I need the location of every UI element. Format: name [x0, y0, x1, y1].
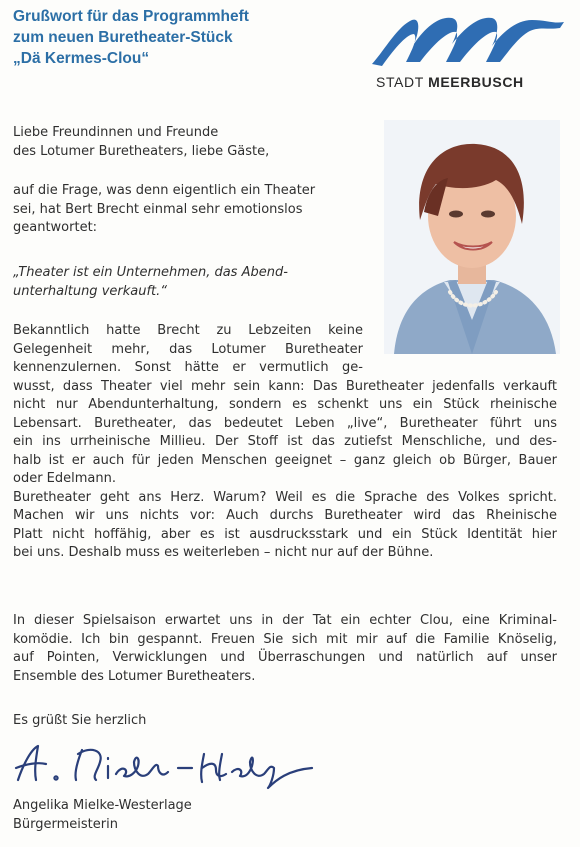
- text-line: Buretheater geht ans Herz. Warum? Weil es die Sprache des Volkes spricht.: [13, 489, 557, 505]
- text-line: bei uns. Deshalb muss es weiterleben – nicht nur auf der Bühne.: [13, 545, 434, 560]
- text-line: auf die Frage, was denn eigentlich ein Theater: [13, 183, 316, 198]
- logo-wordmark: [376, 74, 524, 90]
- text-line: Lebensart. Buretheater, das bedeutet Leben „live“, Buretheater führt uns: [13, 415, 557, 431]
- text-line: nicht nur Abendunterhaltung, sondern es schenkt uns ein Stück rheinische: [13, 397, 557, 412]
- text-line: ein ins urrheinische Millieu. Der Stoff ist das zutiefst Menschliche, und des-: [13, 434, 557, 449]
- text-line: geantwortet:: [13, 220, 98, 235]
- salutation: [13, 124, 269, 161]
- text-line: Ensemble des Lotumer Buretheaters.: [13, 668, 256, 684]
- brecht-quote: [13, 264, 288, 301]
- text-line: des Lotumer Buretheaters, liebe Gäste,: [13, 143, 270, 159]
- text-line: halb ist er auch für jeden Menschen geeignet – ganz gleich ob Bürger, Bauer: [13, 452, 557, 468]
- text-line: Bekanntlich hatte Brecht zu Lebzeiten keine: [13, 323, 363, 338]
- handwritten-signature: [12, 740, 332, 790]
- meerbusch-wave-logo-icon: [368, 12, 568, 74]
- text-line: Platt nicht hoffähig, aber es ist ausdrucksstark und ein Stück Identität hier: [13, 526, 557, 542]
- text-line: Es grüßt Sie herzlich: [13, 713, 147, 728]
- text-line: auf Pointen, Verwicklungen und Überraschungen und natürlich auf unser: [13, 650, 557, 665]
- text-line: kennenzulernen. Sonst hätte er vermutlich ge-: [13, 360, 363, 375]
- signer-block: [13, 797, 192, 834]
- paragraph-1-narrow: [13, 322, 363, 378]
- closing-line: [13, 712, 146, 731]
- paragraph-3: [13, 612, 557, 686]
- stadt-meerbusch-logo: [368, 12, 568, 94]
- logo-word-meerbusch: MEERBUSCH: [428, 74, 524, 90]
- text-line: komödie. Ich bin gespannt. Freuen Sie sich mit mir auf die Familie Knöselig,: [13, 631, 557, 647]
- signer-name: Angelika Mielke-Westerlage: [13, 798, 192, 813]
- paragraph-2: [13, 489, 557, 563]
- text-line: unterhaltung verkauft.“: [13, 283, 168, 299]
- portrait-photo: [384, 120, 560, 354]
- intro-paragraph: [13, 182, 315, 238]
- letter-title: [13, 6, 343, 69]
- title-line: zum neuen Buretheater-Stück: [13, 29, 233, 46]
- text-line: Liebe Freundinnen und Freunde: [13, 125, 219, 140]
- paragraph-1-wide: [13, 378, 557, 489]
- text-line: In dieser Spielsaison erwartet uns in der Tat ein echter Clou, eine Kriminal-: [13, 613, 557, 628]
- text-line: „Theater ist ein Unternehmen, das Abend-: [13, 265, 288, 280]
- title-line: „Dä Kermes-Clou“: [13, 50, 150, 67]
- text-line: sei, hat Bert Brecht einmal sehr emotionslos: [13, 201, 303, 217]
- text-line: oder Edelmann.: [13, 471, 116, 486]
- title-line: Grußwort für das Programmheft: [13, 8, 249, 25]
- signature-icon: [12, 740, 332, 790]
- text-line: Machen wir uns nichts vor: Auch durchs Buretheater wird das Rheinische: [13, 508, 557, 523]
- text-line: Gelegenheit mehr, das Lotumer Buretheater: [13, 341, 363, 357]
- text-line: wusst, dass Theater viel mehr sein kann: Das Buretheater jedenfalls verkauft: [13, 378, 557, 394]
- logo-word-stadt: STADT: [376, 74, 424, 90]
- signer-title: Bürgermeisterin: [13, 816, 118, 832]
